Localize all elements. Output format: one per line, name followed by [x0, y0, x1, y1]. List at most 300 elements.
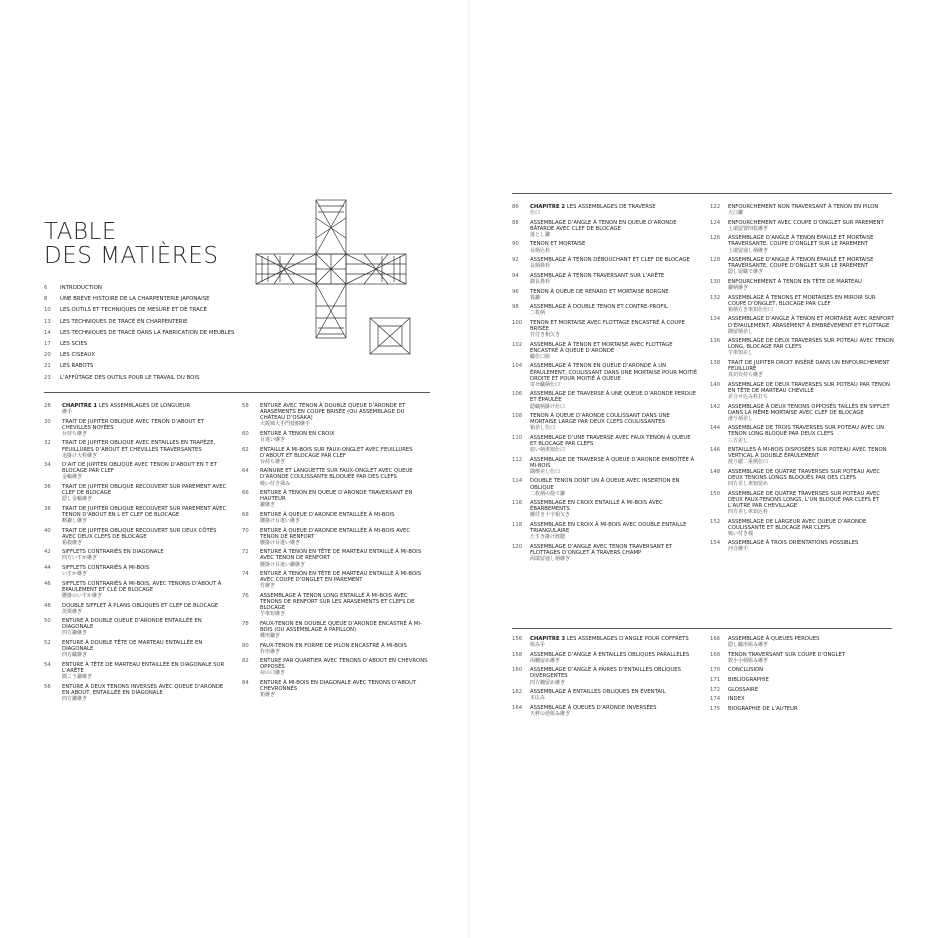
page-number: 136 [710, 338, 721, 345]
page-number: 10 [44, 307, 51, 314]
entry-title: ENTURE À MI-BOIS EN DIAGONALE AVEC TENONS D’ABOUT CHEVRONNÉS [260, 680, 417, 693]
page-number: 36 [44, 484, 51, 491]
toc-column-5 [512, 636, 698, 721]
page-number: 124 [710, 219, 721, 226]
chapter-title: LES ASSEMBLAGES D’ANGLE POUR COFFRETS [566, 636, 689, 642]
entry-title: ASSEMBLAGE DE DEUX TRAVERSES SUR POTEAU PAR TENON EN TÊTE DE MARTEAU CHEVILLÉ [728, 381, 891, 394]
page-number: 172 [710, 686, 721, 693]
toc-column-6 [710, 636, 894, 716]
entry-title: ASSEMBLAGE DE DEUX TRAVERSES SUR POTEAU AVEC TENON LONG, BLOCAGE PAR CLEFS [728, 338, 894, 351]
entry-body [62, 506, 232, 524]
japanese-name: 芋車短継ぎ [260, 611, 286, 618]
entry-title: ASSEMBLAGE À QUEUES D’ARONDE INVERSÉES [530, 704, 657, 711]
entry-body [530, 689, 698, 701]
toc-entry [512, 636, 698, 648]
entry-body [530, 241, 698, 253]
entry-title: ASSEMBLAGE À ENTAILLES OBLIQUES EN ÉVENTAIL [530, 689, 666, 696]
page-number: 34 [44, 462, 51, 469]
page-number: 90 [512, 241, 519, 248]
toc-entry [242, 431, 430, 443]
entry-body [728, 636, 894, 648]
entry-title: INDEX [728, 696, 745, 703]
page-number: 40 [44, 527, 51, 534]
page-number: 52 [44, 640, 51, 646]
section-rule-right-top [512, 193, 892, 194]
toc-entry [512, 667, 698, 685]
page-number: 64 [242, 468, 249, 475]
entry-body [728, 220, 894, 232]
title-line-1: TABLE [44, 219, 117, 245]
chapter-title: LES ASSEMBLAGES DE TRAVERSE [566, 204, 656, 210]
japanese-name: 組み手 [530, 642, 546, 649]
toc-entry [242, 512, 430, 524]
japanese-name: 両蝿留め継ぎ [530, 657, 561, 664]
entry-title: SIFFLETS CONTRARIÉS EN DIAGONALE [62, 549, 164, 556]
toc-entry [710, 295, 894, 313]
japanese-name: 滑り柄差し [728, 415, 754, 422]
page-number: 168 [710, 651, 721, 658]
japanese-name: 隠し蟻形組み継ぎ [728, 642, 769, 649]
toc-entry [710, 687, 894, 693]
entry-title: TENON ET MORTAISE [530, 241, 586, 248]
japanese-name: 差合せ込み栓打ち [728, 393, 769, 400]
entry-title: TENON ET MORTAISE AVEC FLOTTAGE ENCASTRÉ À COUPE BRISÉE [530, 319, 685, 332]
toc-entry [44, 565, 232, 577]
japanese-name: 四方鎌継ぎ [62, 630, 88, 637]
page-number: 102 [512, 341, 523, 348]
entry-body [62, 484, 232, 502]
entry-title: ENTURE À DOUBLE TÊTE DE MARTEAU ENTAILLÉE EN DIAGONALE [62, 640, 203, 653]
page-number: 20 [44, 352, 51, 359]
entry-title: ENTURE À QUEUE D’ARONDE ENTAILLÉE À MI-BOIS [260, 511, 395, 518]
toc-entry [710, 425, 894, 443]
japanese-name: 箱柄方き車知仕仕口 [728, 306, 774, 313]
page-number: 38 [44, 505, 51, 512]
japanese-name: 隠蟻柄掛け仕口 [530, 403, 566, 410]
toc-column-2 [242, 403, 430, 702]
japanese-name: 追掛け大栓継ぎ [62, 452, 98, 459]
page-number: 88 [512, 219, 519, 226]
page-number: 134 [710, 316, 721, 323]
page-number: 92 [512, 257, 519, 264]
page-number: 76 [242, 592, 249, 599]
japanese-name: 四方差し車知留め [728, 481, 769, 488]
page-number: 148 [710, 468, 721, 475]
japanese-name: 鎌柄継ぎ [728, 285, 749, 292]
entry-title: L’AFFÛTAGE DES OUTILS POUR LE TRAVAIL DU BOIS [60, 374, 200, 381]
entry-title: TENON À QUEUE DE RENARD ET MORTAISE BORGNE [530, 288, 669, 295]
japanese-name: 竹継ぎ [260, 583, 276, 590]
toc-entry [512, 435, 698, 453]
japanese-name: 上端留通し柄継ぎ [728, 247, 769, 254]
page-number: 84 [242, 680, 249, 687]
japanese-name: 四方差し車知込栓 [728, 508, 769, 515]
toc-entry [44, 603, 232, 615]
entry-title: CONCLUSION [728, 667, 764, 674]
entry-title: ASSEMBLAGE À TENON EN QUEUE D’ARONDE À UN ÉPAULEMENT, COULISSANT DANS UNE MORTAISE POUR MOITIÉ DROITE ET POUR MOITIÉ À QUEUE [530, 363, 698, 382]
entry-body [62, 603, 232, 615]
entry-title: ENTURE À TÊTE DE MARTEAU ENTAILLÉE EN DIAGONALE SUR L’ARÊTE [62, 661, 225, 674]
page-number: 30 [44, 418, 51, 425]
toc-entry [44, 581, 232, 599]
page-number: 94 [512, 272, 519, 279]
intro-entry [44, 375, 274, 386]
toc-entry [710, 469, 894, 487]
toc-entry [242, 468, 430, 486]
page-number: 56 [44, 683, 51, 690]
japanese-name: 隅留柄差し [728, 328, 754, 335]
entry-body [530, 342, 698, 360]
entry-body [728, 519, 894, 537]
toc-entry [242, 528, 430, 546]
entry-body [530, 544, 698, 562]
page-number: 164 [512, 704, 523, 711]
entry-title: ASSEMBLAGE À QUEUES PERDUES [728, 636, 820, 642]
toc-entry [710, 491, 894, 515]
japanese-name: 四方いすか継ぎ [62, 555, 98, 562]
page-number: 144 [710, 425, 721, 432]
title-line-2: DES MATIÈRES [44, 243, 219, 269]
japanese-name: 寄せ蟻柄仕口 [530, 381, 561, 388]
japanese-name: 芋車知差し [728, 350, 754, 357]
entry-title: BIOGRAPHIE DE L’AUTEUR [728, 706, 798, 713]
toc-entry [44, 403, 232, 415]
entry-title: ASSEMBLAGE À TENON DÉBOUCHANT ET CLEF DE BLOCAGE [530, 257, 690, 264]
page-number: 140 [710, 381, 721, 388]
toc-entry [512, 457, 698, 475]
entry-body [728, 491, 894, 515]
entry-title: GLOSSAIRE [728, 686, 759, 693]
toc-entry [710, 235, 894, 253]
entry-title: D’AIT DE JUPITER OBLIQUE AVEC TENON D’ABOUT EN T ET BLOCAGE PAR CLEF [62, 462, 217, 475]
japanese-name: 落とし鎌 [530, 231, 551, 238]
japanese-name: 仕口 [530, 210, 541, 217]
toc-entry [242, 549, 430, 567]
page-number: 98 [512, 304, 519, 311]
japanese-name: 台持ち継ぎ [260, 458, 286, 465]
page-number: 32 [44, 440, 51, 447]
page-number: 42 [44, 549, 51, 556]
intro-entry [44, 352, 274, 363]
entry-body [530, 457, 698, 475]
japanese-name: 吸い付き挿み [260, 480, 291, 487]
toc-entry [242, 680, 430, 698]
toc-entry [242, 658, 430, 676]
page-number: 138 [710, 359, 721, 366]
entry-body [728, 447, 894, 465]
toc-entry [710, 636, 894, 648]
page-number: 146 [710, 447, 721, 454]
entry-title: ASSEMBLAGE D’ANGLE À TENON ET MORTAISE AVEC RENFORT D’ÉPAULEMENT, ARASEMENT À EMBRÈVEMENT ET FLOTTAGE [728, 316, 894, 329]
toc-entry [710, 447, 894, 465]
page-number: 142 [710, 403, 721, 410]
entry-title: TENON À QUEUE D’ARONDE COULISSANT DANS UNE MORTAISE LARGE PAR DEUX CLEFS COULISSANTES [530, 413, 670, 426]
page-number: 110 [512, 434, 523, 441]
entry-title: ASSEMBLAGE À TENONS ET MORTAISES EN MIROIR SUR COUPE D’ONGLET, BLOCAGE PAR CLEF [728, 294, 876, 307]
entry-title: ASSEMBLAGE DE LARGEUR AVEC QUEUE D’ARONDE COULISSANTE ET BLOCAGE PAR CLEFS [728, 518, 867, 531]
entry-title: ASSEMBLAGE D’ANGLE À TENON ÉPAULÉ ET MORTAISE TRAVERSANTE, COUPE D’ONGLET SUR LE PAREMENT [728, 257, 874, 270]
page-number: 48 [44, 602, 51, 609]
toc-entry [710, 519, 894, 537]
page-number: 120 [512, 543, 523, 550]
entry-body [728, 696, 894, 702]
page-number: 80 [242, 642, 249, 649]
japanese-name: 長柄込栓 [530, 247, 551, 254]
toc-entry [242, 621, 430, 639]
entry-body [530, 289, 698, 301]
section-rule-left [44, 392, 430, 393]
page-number: 150 [710, 490, 721, 497]
section-rule-right-bottom [512, 628, 892, 629]
page-number: 28 [44, 403, 51, 409]
japanese-name: いすか継ぎ [62, 571, 88, 578]
entry-body [62, 581, 232, 599]
entry-body [728, 469, 894, 487]
toc-entry [512, 413, 698, 431]
entry-body [62, 549, 232, 561]
toc-entry [710, 677, 894, 683]
entry-title: ENTURE À TENON EN CROIX [260, 430, 335, 437]
entry-body [62, 403, 232, 415]
entry-body [260, 512, 430, 524]
toc-entry [44, 662, 232, 680]
entry-title: DOUBLE TENON DONT UN À QUEUE AVEC INSERTION EN OBLIQUE [530, 478, 680, 491]
entry-title: ENTURE À TENON EN QUEUE D’ARONDE TRAVERSANT EN HAUTEUR [260, 490, 413, 503]
entry-title: TENON TRAVERSANT SUR COUPE D’ONGLET [728, 651, 846, 658]
book-gutter [468, 0, 471, 938]
page-number: 62 [242, 446, 249, 453]
entry-title: ASSEMBLAGE À DOUBLE TENON ET CONTRE-PROFIL [530, 304, 668, 311]
japanese-name: 竹付き相欠き [530, 332, 561, 339]
entry-body [260, 571, 430, 589]
entry-body [260, 621, 430, 639]
chapter-label: CHAPITRE 1 [62, 403, 98, 409]
entry-title: ENTURE PAR QUARTIER AVEC TENONS D’ABOUT EN CHEVRONS OPPOSÉS [260, 658, 428, 671]
entry-title: FAUX-TENON EN FORME DE PILON ENCASTRÉ À MI-BOIS [260, 642, 407, 649]
japanese-name: 長柄鼻栓 [530, 263, 551, 270]
page-number: 174 [710, 696, 721, 703]
japanese-name: 鎌継ぎ [260, 502, 276, 509]
page-number: 23 [44, 374, 51, 381]
entry-title: SIFFLETS CONTRARIÉS À MI-BOIS [62, 565, 150, 572]
entry-title: ASSEMBLAGE DE TRAVERSE À UNE QUEUE D’ARONDE PERDUE ET ÉPAULÉE [530, 391, 697, 404]
entry-title: ASSEMBLAGE D’ANGLE AVEC TENON TRAVERSANT ET FLOTTAGES D’ONGLET À TRAVERS CHAMP [530, 543, 673, 556]
japanese-name: 杵形継ぎ [260, 648, 281, 655]
toc-entry [44, 484, 232, 502]
page-number: 154 [710, 540, 721, 547]
toc-entry [710, 696, 894, 702]
japanese-name: 隅長鼻栓 [530, 278, 551, 285]
entry-body [530, 363, 698, 387]
entry-body [728, 316, 894, 334]
chapter-heading [530, 636, 698, 642]
entry-title: ASSEMBLAGE EN CROIX ENTAILLÉ À MI-BOIS AVEC ÉBARBEMENTS [530, 500, 663, 513]
toc-entry [242, 571, 430, 589]
japanese-name: 蝶形鎌ぎ [260, 633, 281, 639]
japanese-name: 四方鎌継ぎ [62, 695, 88, 702]
entry-body [728, 667, 894, 673]
japanese-name: 四方蟻継ぎ [62, 652, 88, 659]
intro-entry [44, 330, 274, 341]
entry-title: ENTURE À TENON EN TÊTE DE MARTEAU ENTAILLÉ À MI-BOIS AVEC COUPE D’ONGLET EN PAREMENT [260, 571, 422, 584]
toc-entry [710, 360, 894, 378]
page-number: 72 [242, 549, 249, 556]
toc-entry [710, 279, 894, 291]
entry-title: ASSEMBLAGE DE TROIS TRAVERSES SUR POTEAU AVEC UN TENON LONG BLOQUÉ PAR DEUX CLEFS [728, 425, 885, 438]
entry-body [728, 677, 894, 683]
entry-body [728, 382, 894, 400]
japanese-name: 腰掛け目違い継ぎ [260, 518, 301, 524]
entry-title: ASSEMBLAGE D’ANGLE À TENON ÉPAULÉ ET MORTAISE TRAVERSANTE, COUPE D’ONGLET SUR LE PAREMENT [728, 235, 874, 248]
toc-entry [512, 241, 698, 253]
entry-title: BIBLIOGRAPHIE [728, 677, 769, 684]
page-number: 58 [242, 403, 249, 409]
japanese-name: 対の口継ぎ [260, 670, 286, 677]
entry-body [260, 680, 430, 698]
japanese-name: 大口鎌 [728, 210, 744, 217]
page-number: 122 [710, 204, 721, 210]
entry-title: INTRODUCTION [60, 285, 102, 291]
japanese-name: 隅こう鎌継ぎ [62, 673, 93, 680]
toc-entry [44, 462, 232, 480]
toc-entry [512, 289, 698, 301]
entry-title: ENTAILLE À MI-BOIS SUR FAUX-ONGLET AVEC FEUILLURES D’ABOUT ET BLOCAGE PAR CLEF [260, 446, 413, 459]
entry-body [530, 320, 698, 338]
page-number: 118 [512, 522, 523, 529]
toc-entry [512, 304, 698, 316]
entry-title: FAUX-TENON EN DOUBLE QUEUE D’ARONDE ENCASTRÉ À MI-BOIS (OU ASSEMBLAGE À PAPILLON) [260, 620, 422, 633]
toc-entry [512, 220, 698, 238]
toc-entry [512, 500, 698, 518]
entry-title: LES TECHNIQUES DE TRACÉ DANS LA FABRICATION DE MEUBLES [60, 329, 235, 336]
entry-title: LES SCIES [60, 340, 88, 347]
intro-list [44, 285, 274, 386]
page-number: 70 [242, 527, 249, 534]
japanese-name: 箱継ぎ [260, 692, 276, 699]
japanese-name: 隠し金輪継ぎ [62, 496, 93, 503]
entry-body [260, 468, 430, 486]
entry-title: ASSEMBLAGE À DEUX TENONS OPPOSÉS TAILLÉS EN SIFFLET DANS LA MÊME MORTAISE AVEC CLEF DE BLOCAGE [728, 403, 890, 416]
toc-entry [512, 478, 698, 496]
entry-title: TRAIT DE JUPITER OBLIQUE AVEC TENON D’ABOUT ET CHEVILLES NOYÉES [62, 418, 204, 431]
toc-entry [512, 273, 698, 285]
entry-title: ENTURE À DOUBLE QUEUE D’ARONDE ENTAILLÉE EN DIAGONALE [62, 618, 202, 631]
entry-title: ENTURE À TENON EN TÊTE DE MARTEAU ENTAILLÉ À MI-BOIS AVEC TENON DE RENFORT [260, 549, 422, 562]
entry-body [530, 522, 698, 540]
toc-entry [512, 257, 698, 269]
japanese-name: 渡り腮二重柄仕口 [728, 459, 769, 466]
entry-body [260, 431, 430, 443]
page-number: 21 [44, 363, 51, 370]
japanese-name: 数小小柄組み継ぎ [728, 657, 769, 664]
entry-body [260, 549, 430, 567]
toc-entry [512, 320, 698, 338]
entry-body [728, 404, 894, 422]
page-number: 60 [242, 430, 249, 437]
intro-entry [44, 307, 274, 318]
entry-title: TRAIT DE JUPITER OBLIQUE AVEC ENTAILLES EN TRAPÈZE, FEUILLURES D’ABOUT ET CHEVILLES TRAVERSANTES [62, 440, 216, 453]
page-number: 13 [44, 318, 51, 325]
entry-body [530, 435, 698, 453]
japanese-name: 上端留置四枚継ぎ [728, 225, 769, 232]
toc-entry [710, 540, 894, 552]
toc-entry [44, 684, 232, 702]
page-number: 130 [710, 278, 721, 285]
entry-body [728, 425, 894, 443]
entry-body [62, 565, 232, 577]
entry-title: ASSEMBLAGE DE QUATRE TRAVERSES SUR POTEAU AVEC DEUX FAUX-TENONS LONGS, L’UN BLOQUÉ PAR CLEFS ET L’AUTRE PAR CHEVILLAGE [728, 490, 881, 509]
toc-entry [512, 342, 698, 360]
toc-entry [512, 363, 698, 387]
toc-entry [710, 667, 894, 673]
entry-title: ASSEMBLAGE DE TRAVERSE À QUEUE D’ARONDE EMBOÎTÉE À MI-BOIS [530, 456, 695, 469]
japanese-name: 吸い付き桟 [728, 530, 754, 537]
japanese-name: 箱殺継ぎ [62, 539, 83, 546]
toc-entry [710, 706, 894, 712]
japanese-name: 腰掛け目違い継ぎ [260, 539, 301, 546]
page-title [44, 220, 218, 268]
japanese-name: 隅楔差し仕口 [530, 468, 561, 475]
japanese-name: 略鎌し継ぎ [62, 518, 88, 524]
entry-body [62, 618, 232, 636]
page-number: 128 [710, 257, 721, 264]
intro-entry [44, 363, 274, 374]
chapter-title: LES ASSEMBLAGES DE LONGUEUR [98, 403, 191, 409]
entry-body [728, 295, 894, 313]
page-number: 78 [242, 620, 249, 627]
entry-body [728, 540, 894, 552]
japanese-name: 台持ち継ぎ [62, 430, 88, 437]
toc-entry [512, 522, 698, 540]
toc-entry [512, 652, 698, 664]
toc-entry [242, 403, 430, 427]
entry-title: SIFFLETS CONTRARIÉS À MI-BOIS, AVEC TENONS D’ABOUT À ÉPAULEMENT ET CLÉ DE BLOCAGE [62, 580, 222, 593]
entry-title: ENTAILLES À MI-BOIS DISPOSÉES SUR POTEAU AVEC TENON VERTICAL À DOUBLE ÉPAULEMENT [728, 447, 887, 460]
japanese-name: 三方差し [728, 437, 749, 444]
toc-entry [44, 419, 232, 437]
page-number: 104 [512, 363, 523, 370]
page-number: 132 [710, 294, 721, 301]
japanese-name: 雇い柄車知仕口 [530, 447, 566, 454]
toc-entry [44, 528, 232, 546]
japanese-name: たすき掛け渡腮 [530, 534, 566, 541]
entry-title: LES TECHNIQUES DE TRACÉ EN CHARPENTERIE [60, 318, 188, 325]
entry-body [530, 391, 698, 409]
entry-title: ASSEMBLAGE D’ANGLE À ENTAILLES OBLIQUES PARALLÈLES [530, 651, 690, 658]
toc-entry [512, 705, 698, 717]
page-number: 66 [242, 490, 249, 497]
page-number: 170 [710, 667, 721, 674]
entry-body [62, 528, 232, 546]
japanese-name: 二枚柄の捨て鎌 [530, 490, 566, 497]
entry-body [62, 419, 232, 437]
toc-column-3 [512, 204, 698, 566]
entry-title: ASSEMBLAGE D’ANGLE À TENON EN QUEUE D’ARONDE BÂTARDE AVEC CLEF DE BLOCAGE [530, 219, 677, 232]
toc-entry [710, 204, 894, 216]
entry-body [260, 528, 430, 546]
toc-entry [44, 506, 232, 524]
toc-entry [512, 689, 698, 701]
toc-entry [242, 643, 430, 655]
entry-title: LES RABOTS [60, 363, 94, 370]
entry-body [260, 403, 430, 427]
entry-title: TRAIT DE JUPITER DROIT INSÉRÉ DANS UN ENFOURCHEMENT FEUILLURÉ [728, 359, 890, 373]
entry-title: TRAIT DE JUPITER OBLIQUE RECOUVERT SUR DEUX CÔTÉS AVEC DEUX CLEFS DE BLOCAGE [62, 527, 217, 540]
toc-column-4 [710, 204, 894, 556]
page-number: 82 [242, 658, 249, 665]
page-number: 68 [242, 511, 249, 518]
entry-title: UNE BRÈVE HISTOIRE DE LA CHARPENTERIE JAPONAISE [60, 296, 210, 303]
